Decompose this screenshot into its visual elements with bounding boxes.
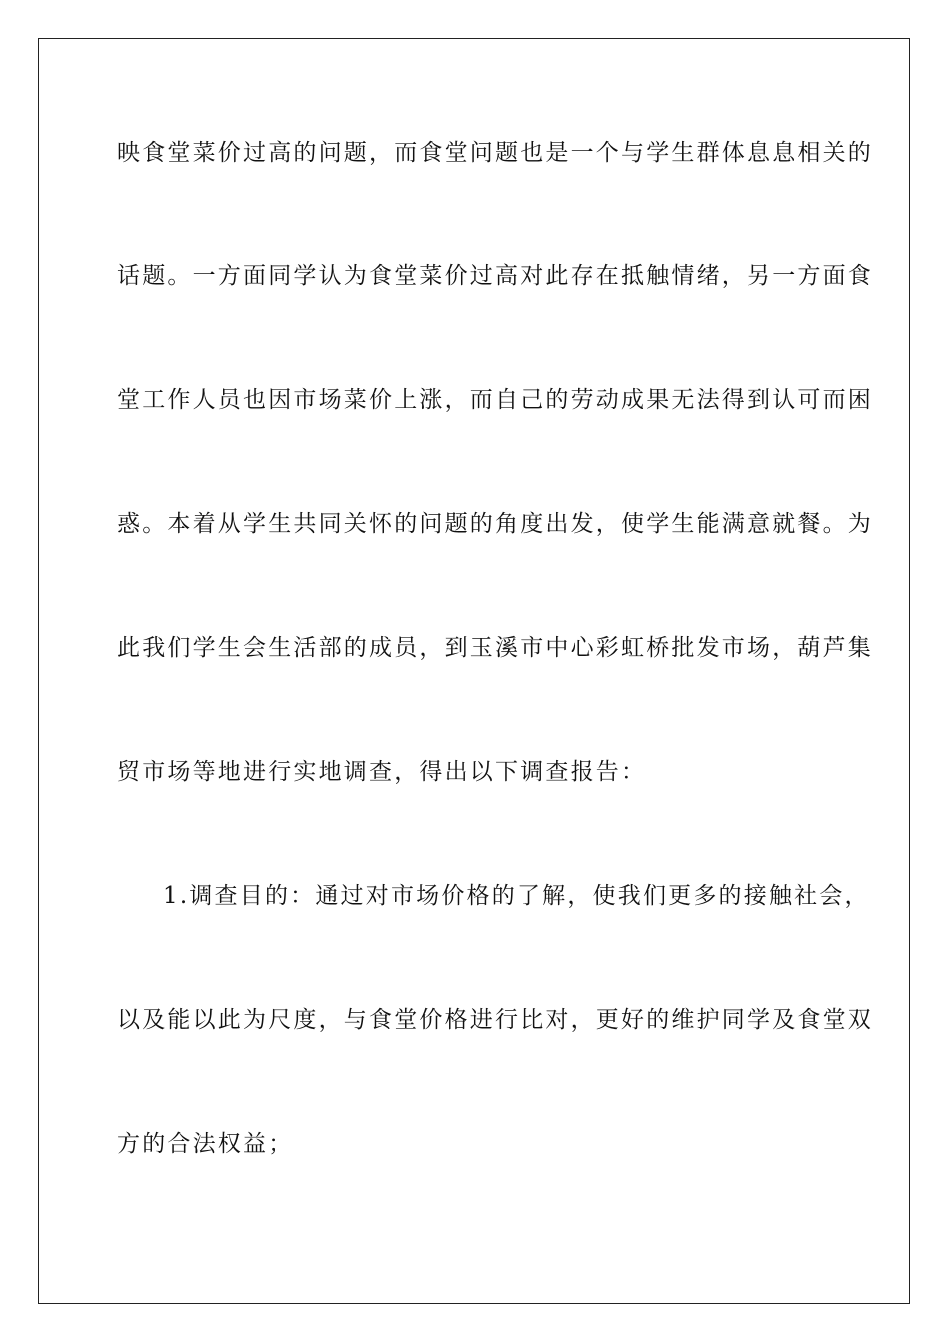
list-item-line: 1.调查目的：通过对市场价格的了解，使我们更多的接触社会， — [163, 883, 870, 909]
page-border — [38, 38, 910, 1304]
paragraph-line: 惑。本着从学生共同关怀的问题的角度出发，使学生能满意就餐。为 — [117, 511, 873, 537]
paragraph-line: 方的合法权益； — [117, 1131, 294, 1157]
paragraph-line: 堂工作人员也因市场菜价上涨，而自己的劳动成果无法得到认可而困 — [117, 387, 873, 413]
paragraph-line: 贸市场等地进行实地调查，得出以下调查报告： — [117, 759, 647, 785]
paragraph-line: 此我们学生会生活部的成员，到玉溪市中心彩虹桥批发市场，葫芦集 — [117, 635, 873, 661]
paragraph-line: 以及能以此为尺度，与食堂价格进行比对，更好的维护同学及食堂双 — [117, 1007, 873, 1033]
paragraph-line: 话题。一方面同学认为食堂菜价过高对此存在抵触情绪，另一方面食 — [117, 263, 873, 289]
paragraph-line: 映食堂菜价过高的问题，而食堂问题也是一个与学生群体息息相关的 — [117, 140, 873, 166]
